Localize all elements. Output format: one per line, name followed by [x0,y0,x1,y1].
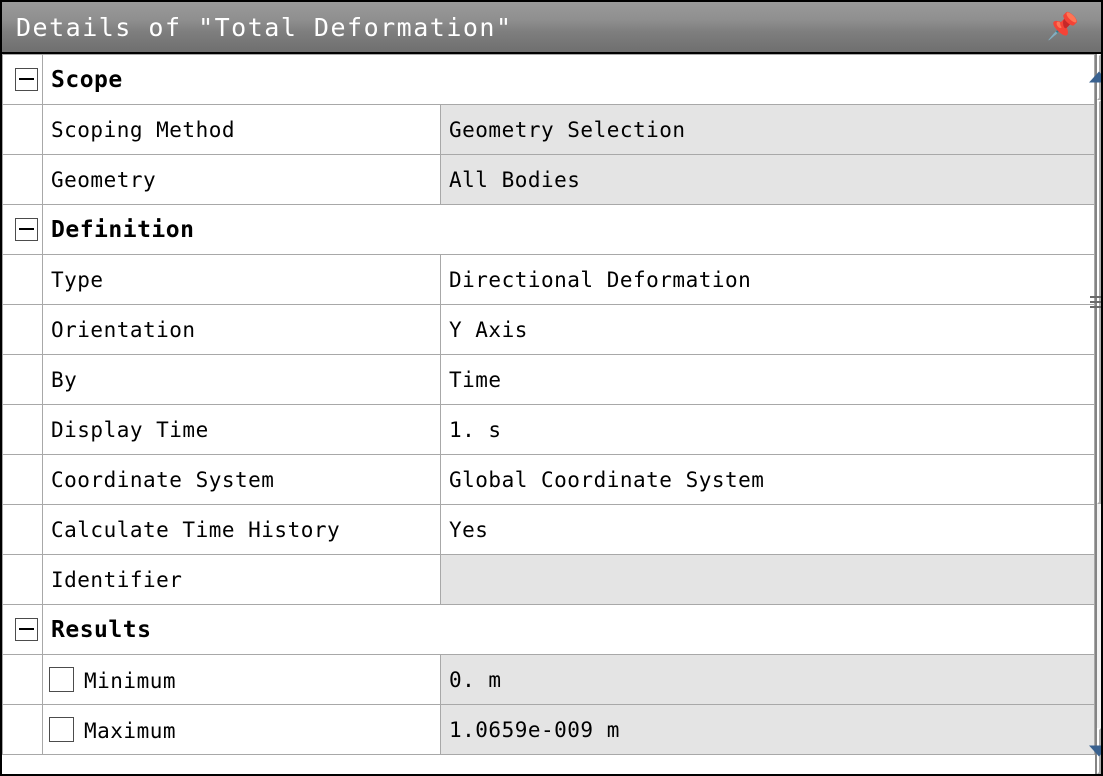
table-row [3,105,1095,155]
scrollbar-track[interactable] [1097,100,1101,728]
property-label-orientation: Orientation [43,305,441,355]
table-row [3,705,1095,755]
vertical-scrollbar[interactable] [1096,54,1101,774]
property-label-coordinate-system: Coordinate System [43,455,441,505]
property-label-calculate-time-history: Calculate Time History [43,505,441,555]
row-gutter [3,505,43,555]
details-grid-container [2,54,1096,774]
table-row [3,655,1095,705]
scrollbar-thumb[interactable] [1097,100,1101,504]
row-gutter [3,655,43,705]
property-label-maximum-cell [43,705,441,755]
property-value-minimum: 0. m [441,655,1095,705]
table-row [3,255,1095,305]
row-gutter [3,705,43,755]
property-label-minimum: Minimum [84,668,177,693]
property-value-calculate-time-history[interactable]: Yes [441,505,1095,555]
expander-cell-results [3,605,43,655]
expander-cell-scope [3,55,43,105]
collapse-definition-button[interactable] [15,218,38,241]
section-title-definition: Definition [43,205,1095,255]
property-label-identifier: Identifier [43,555,441,605]
scroll-down-arrow-icon [1089,746,1103,757]
row-gutter [3,255,43,305]
section-title-scope: Scope [43,55,1095,105]
table-row [3,505,1095,555]
titlebar [2,2,1101,54]
section-title-results: Results [43,605,1095,655]
property-value-by[interactable]: Time [441,355,1095,405]
property-value-maximum: 1.0659e-009 m [441,705,1095,755]
table-row [3,155,1095,205]
scroll-up-button[interactable] [1097,54,1101,100]
pin-icon[interactable]: 📌 [1046,12,1079,42]
property-label-type: Type [43,255,441,305]
property-label-geometry: Geometry [43,155,441,205]
table-row [3,555,1095,605]
row-gutter [3,105,43,155]
details-grid [2,54,1095,755]
table-row [3,455,1095,505]
row-gutter [3,155,43,205]
property-value-orientation[interactable]: Y Axis [441,305,1095,355]
scroll-down-button[interactable] [1097,728,1101,774]
maximum-checkbox[interactable] [49,717,74,742]
section-header-definition [3,205,1095,255]
table-row [3,305,1095,355]
expander-cell-definition [3,205,43,255]
property-label-maximum: Maximum [84,718,177,743]
property-value-scoping-method[interactable]: Geometry Selection [441,105,1095,155]
collapse-results-button[interactable] [15,618,38,641]
row-gutter [3,405,43,455]
section-header-results [3,605,1095,655]
property-label-by: By [43,355,441,405]
scroll-up-arrow-icon [1089,72,1103,83]
collapse-scope-button[interactable] [15,68,38,91]
scrollbar-grip-icon [1090,293,1103,311]
row-gutter [3,455,43,505]
table-row [3,405,1095,455]
row-gutter [3,355,43,405]
row-gutter [3,555,43,605]
property-label-display-time: Display Time [43,405,441,455]
property-value-coordinate-system[interactable]: Global Coordinate System [441,455,1095,505]
section-header-scope [3,55,1095,105]
property-value-type[interactable]: Directional Deformation [441,255,1095,305]
window-title: Details of "Total Deformation" [16,12,513,42]
panel-body [2,54,1101,774]
property-value-identifier[interactable] [441,555,1095,605]
property-value-geometry[interactable]: All Bodies [441,155,1095,205]
row-gutter [3,305,43,355]
property-value-display-time[interactable]: 1. s [441,405,1095,455]
property-label-minimum-cell [43,655,441,705]
property-label-scoping-method: Scoping Method [43,105,441,155]
minimum-checkbox[interactable] [49,667,74,692]
table-row [3,355,1095,405]
